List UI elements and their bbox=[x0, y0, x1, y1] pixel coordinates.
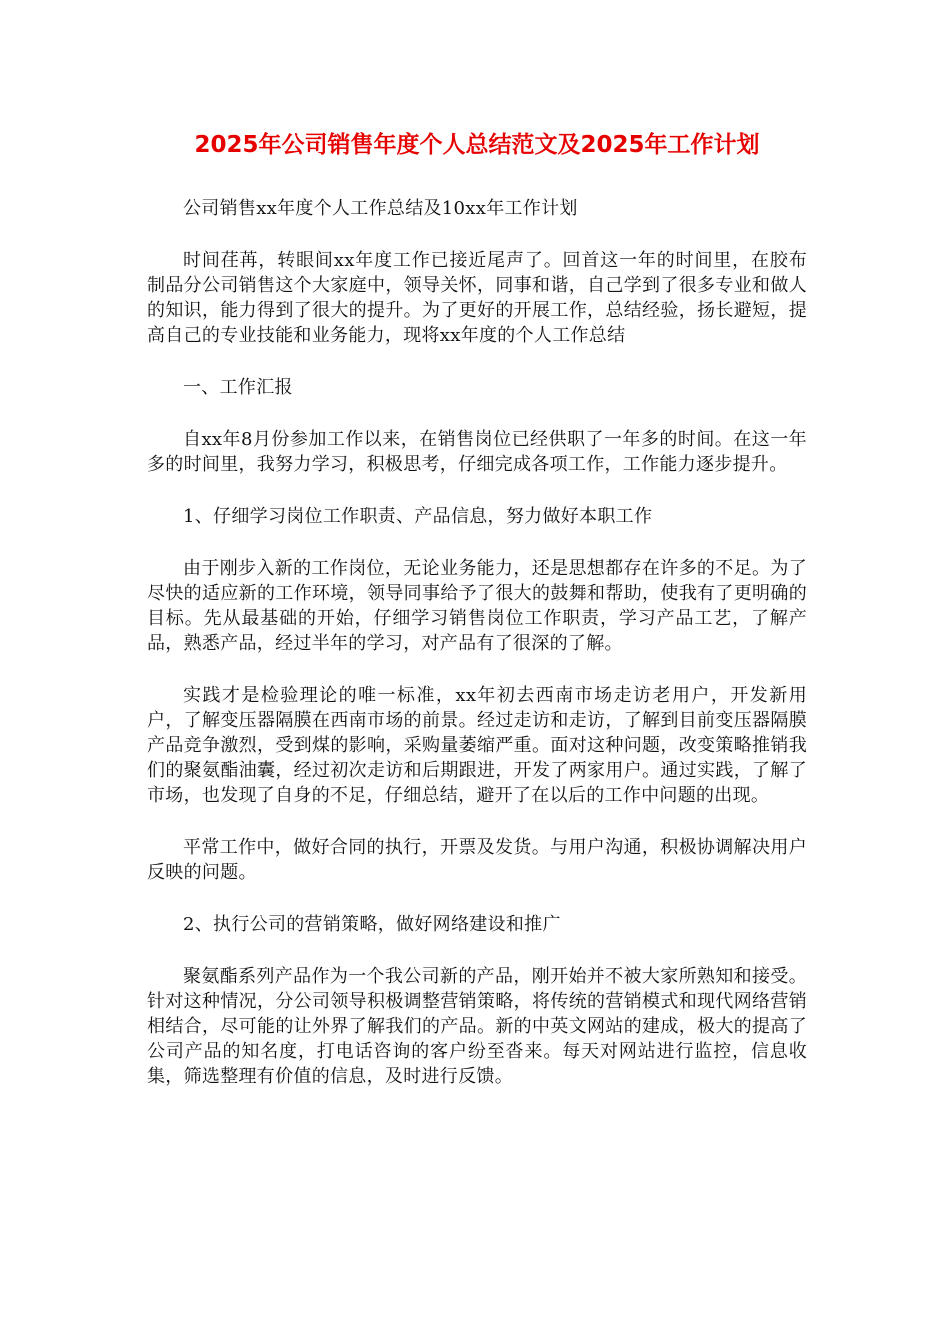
paragraph-intro: 时间荏苒，转眼间xx年度工作已接近尾声了。回首这一年的时间里，在胶布制品分公司销售这个大家庭中，领导关怀，同事和谐，自己学到了很多专业和做人的知识，能力得到了很大的提升。为了更好的开展工作，总结经验，扬长避短，提高自己的专业技能和业务能力，现将xx年度的个人工作总结 bbox=[147, 250, 807, 346]
paragraph-practice: 实践才是检验理论的唯一标准，xx年初去西南市场走访老用户，开发新用户，了解变压器隔膜在西南市场的前景。经过走访和走访，了解到目前变压器隔膜产品竞争激烈，受到煤的影响，采购量萎缩严重。面对这种问题，改变策略推销我们的聚氨酯油囊，经过初次走访和后期跟进，开发了两家用户。通过实践，了解了市场，也发现了自身的不足，仔细总结，避开了在以后的工作中问题的出现。 bbox=[147, 685, 807, 806]
document-page bbox=[147, 128, 807, 1116]
subheading-marketing-strategy: 2、执行公司的营销策略，做好网络建设和推广 bbox=[183, 914, 561, 935]
paragraph-daily-work: 平常工作中，做好合同的执行，开票及发货。与用户沟通，积极协调解决用户反映的问题。 bbox=[147, 837, 807, 883]
paragraph-learning: 由于刚步入新的工作岗位，无论业务能力，还是思想都存在许多的不足。为了尽快的适应新的工作环境，领导同事给予了很大的鼓舞和帮助，使我有了更明确的目标。先从最基础的开始，仔细学习销售岗位工作职责，学习产品工艺，了解产品，熟悉产品，经过半年的学习，对产品有了很深的了解。 bbox=[147, 558, 807, 654]
subheading-learning-duties: 1、仔细学习岗位工作职责、产品信息，努力做好本职工作 bbox=[183, 506, 653, 527]
paragraph-work-report: 自xx年8月份参加工作以来，在销售岗位已经供职了一年多的时间。在这一年多的时间里，我努力学习，积极思考，仔细完成各项工作，工作能力逐步提升。 bbox=[147, 429, 807, 475]
paragraph-marketing: 聚氨酯系列产品作为一个我公司新的产品，刚开始并不被大家所熟知和接受。针对这种情况，分公司领导积极调整营销策略，将传统的营销模式和现代网络营销相结合，尽可能的让外界了解我们的产品。新的中英文网站的建成，极大的提高了公司产品的知名度，打电话咨询的客户纷至沓来。每天对网站进行监控，信息收集，筛选整理有价值的信息，及时进行反馈。 bbox=[147, 966, 807, 1087]
paragraph-subtitle: 公司销售xx年度个人工作总结及10xx年工作计划 bbox=[183, 198, 578, 219]
section-heading-work-report: 一、工作汇报 bbox=[183, 377, 293, 398]
document-title: 2025年公司销售年度个人总结范文及2025年工作计划 bbox=[194, 132, 760, 158]
